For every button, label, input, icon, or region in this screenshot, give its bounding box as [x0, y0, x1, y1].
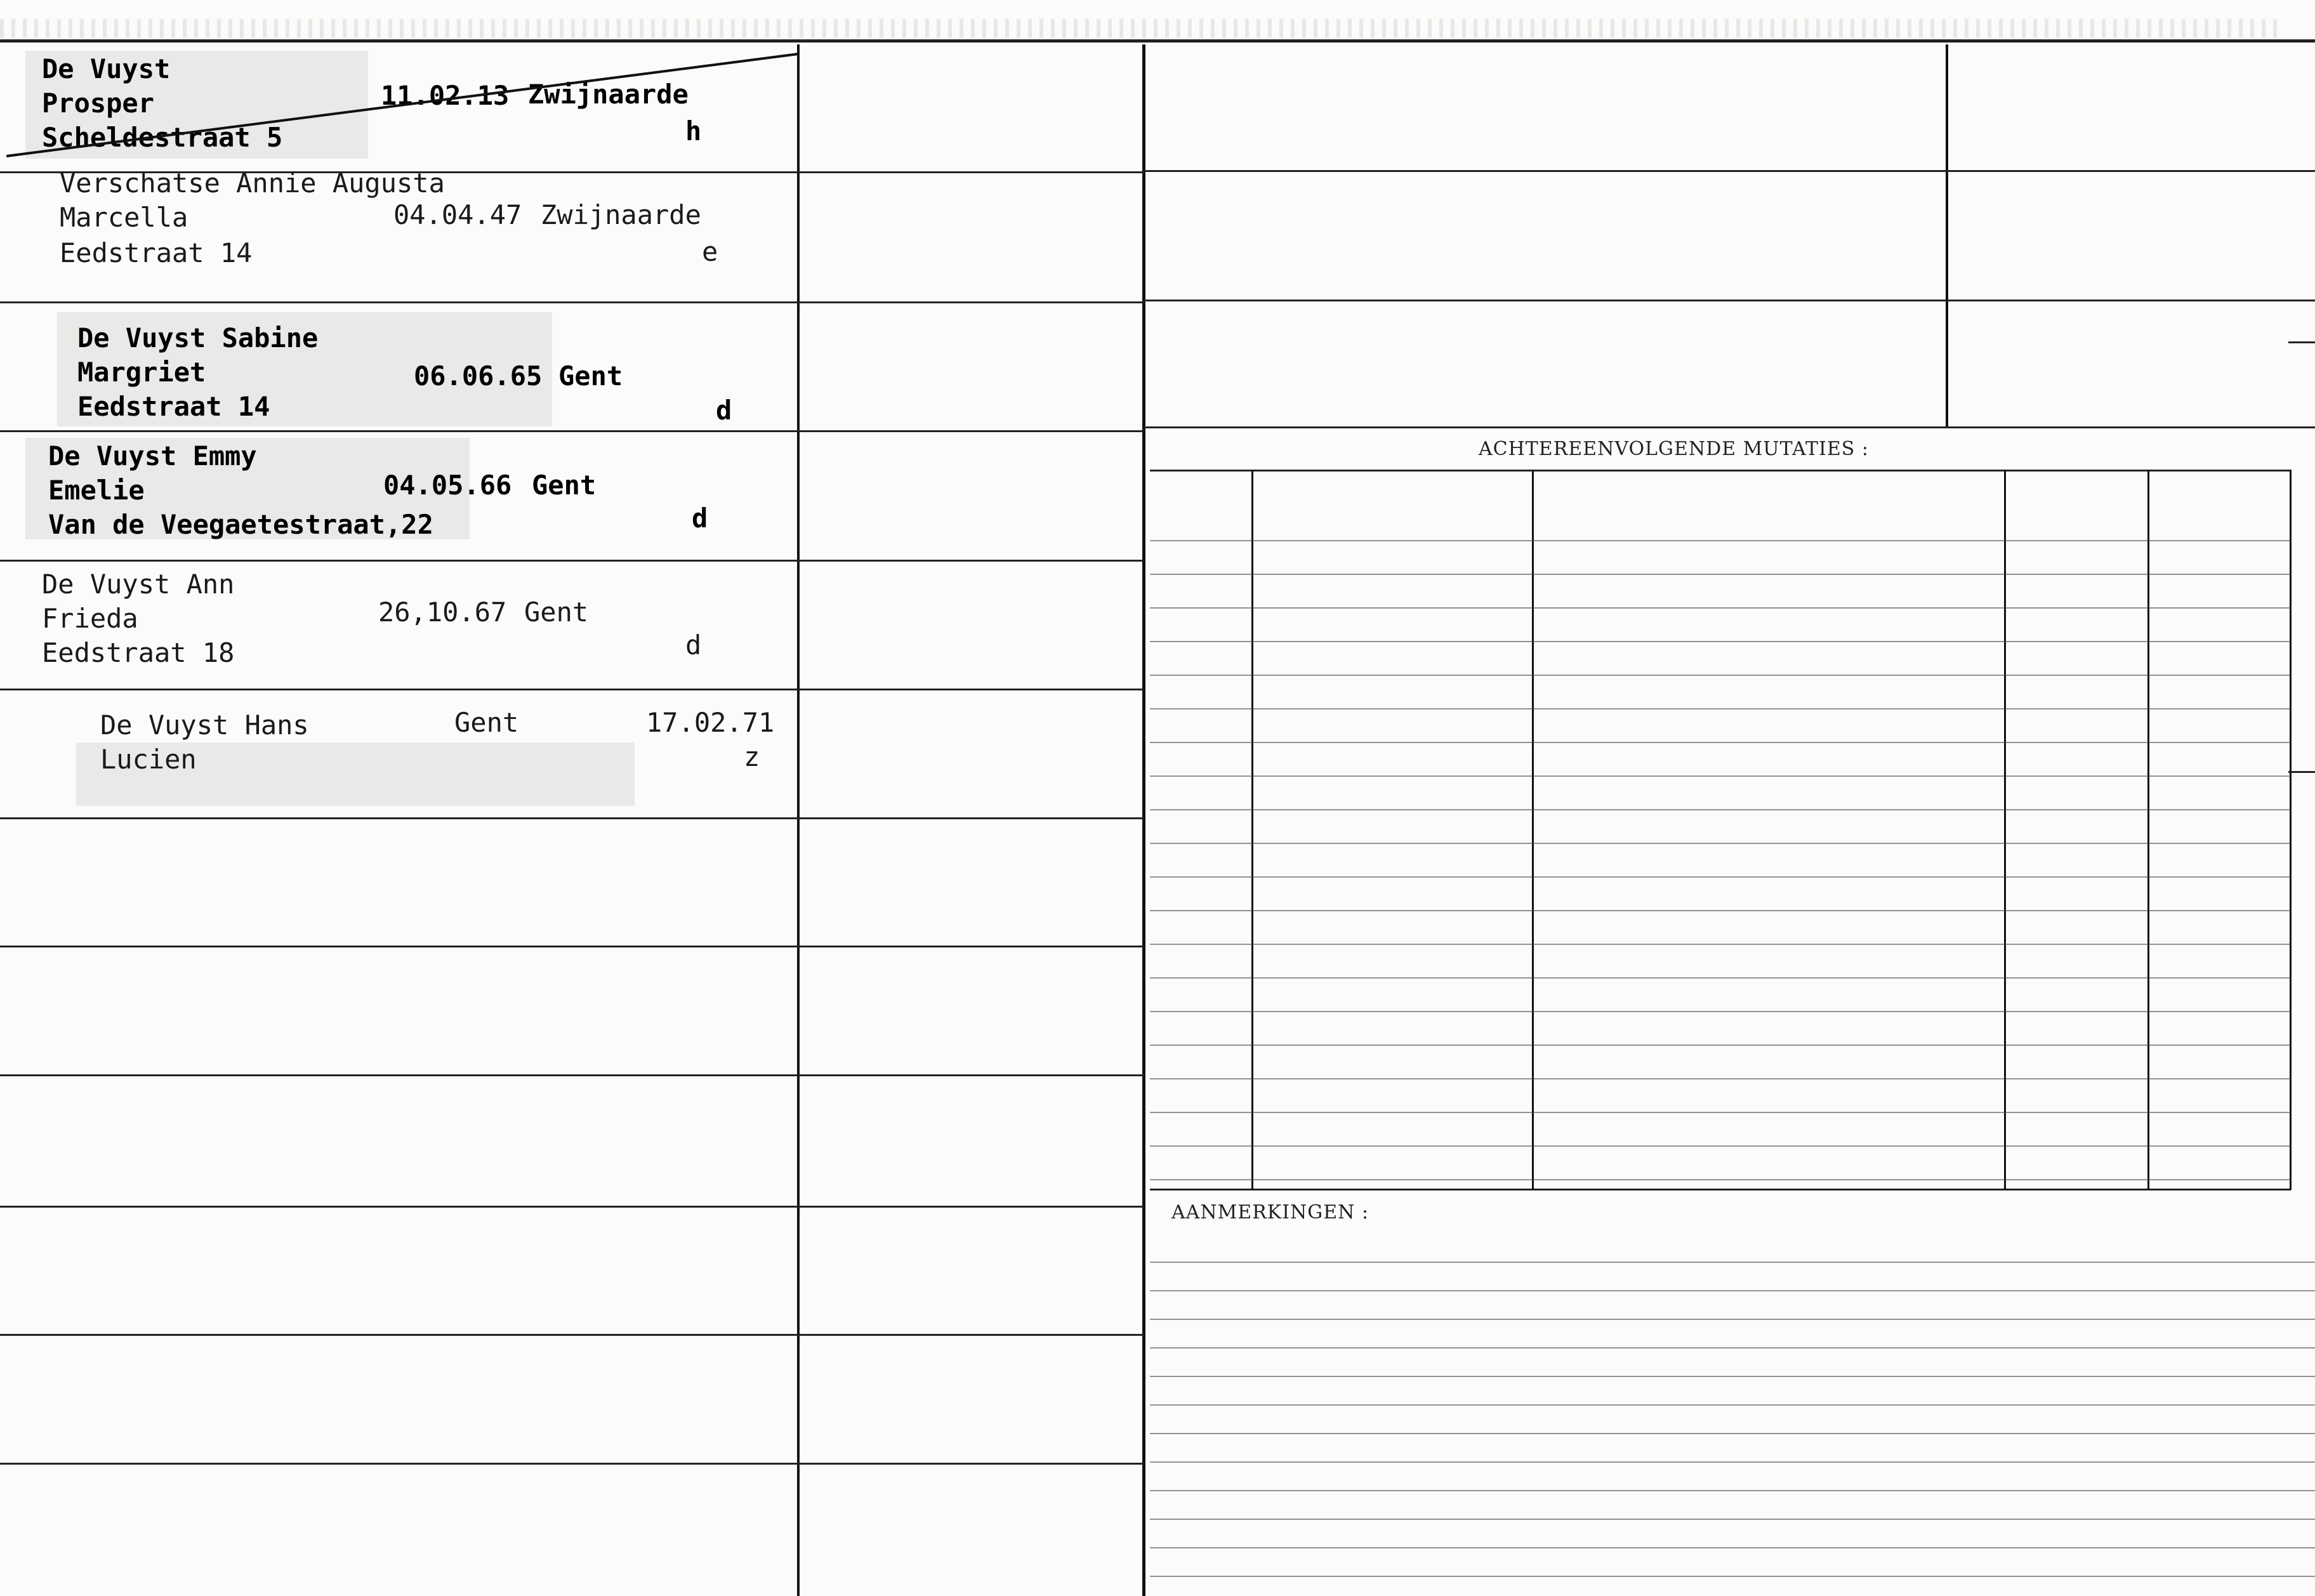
entry-1-birth-place: Zwijnaarde [528, 79, 689, 110]
remarks-ruled-lines [1150, 1234, 2315, 1596]
row-separator [0, 560, 798, 562]
entry-5-birth-date: 26,10.67 [378, 597, 507, 628]
mutations-ruled-lines [1150, 508, 2291, 1180]
entry-5-code: d [685, 630, 702, 661]
mutations-heading: ACHTEREENVOLGENDE MUTATIES : [1479, 438, 1869, 460]
middle-row-separator [798, 689, 1144, 690]
row-separator [0, 1074, 798, 1076]
entry-6-surname: De Vuyst Hans [100, 709, 309, 741]
entry-1-street: Scheldestraat 5 [42, 122, 283, 153]
entry-5-firstname: Frieda [42, 603, 138, 634]
entry-5-street: Eedstraat 18 [42, 637, 235, 668]
entry-4-birth-place: Gent [532, 470, 597, 501]
entry-3-birth-place: Gent [558, 360, 623, 392]
row-separator [0, 946, 798, 947]
entry-3-firstname: Margriet [77, 357, 206, 388]
entry-2-street: Eedstraat 14 [60, 237, 253, 268]
mutations-table-bottom [1150, 1189, 2291, 1190]
middle-row-separator [798, 301, 1144, 303]
scan-noise-top [0, 19, 2285, 38]
right-top-divider [1946, 44, 1948, 426]
row-separator [0, 1334, 798, 1336]
remarks-heading: AANMERKINGEN : [1171, 1201, 1369, 1223]
middle-row-separator [798, 946, 1144, 947]
entry-4-street: Van de Veegaetestraat,22 [48, 509, 433, 540]
entry-1-code: h [685, 115, 702, 147]
entry-2-birth-date: 04.04.47 [393, 199, 522, 230]
row-separator [0, 1206, 798, 1208]
row-separator [0, 430, 798, 432]
entry-1-firstname: Prosper [42, 88, 155, 119]
middle-row-separator [798, 817, 1144, 819]
row-separator [0, 689, 798, 690]
entry-3-street: Eedstraat 14 [77, 391, 270, 422]
entry-2-surname: Verschatse Annie Augusta [60, 168, 445, 199]
middle-row-separator [798, 1463, 1144, 1465]
entry-4-surname: De Vuyst Emmy [48, 440, 257, 472]
middle-row-separator [798, 171, 1144, 173]
entry-2-birth-place: Zwijnaarde [541, 199, 701, 230]
left-column-divider [797, 44, 800, 1596]
entry-1-surname: De Vuyst [42, 53, 171, 84]
mutations-table-top [1150, 470, 2291, 472]
edge-mark [2288, 341, 2315, 343]
entry-3-birth-date: 06.06.65 [414, 360, 543, 392]
entry-5-birth-place: Gent [524, 597, 589, 628]
right-box-separator [1144, 170, 2315, 172]
entry-4-birth-date: 04.05.66 [383, 470, 512, 501]
edge-mark [2288, 771, 2315, 773]
entry-1-birth-date: 11.02.13 [381, 80, 510, 111]
top-border-line [0, 39, 2315, 43]
middle-column-divider [1142, 44, 1145, 1596]
entry-6-code: z [744, 741, 760, 772]
middle-row-separator [798, 1206, 1144, 1208]
middle-row-separator [798, 430, 1144, 432]
entry-6-birth-place: Gent [454, 707, 519, 738]
row-separator [0, 817, 798, 819]
middle-row-separator [798, 560, 1144, 562]
right-box-separator [1144, 426, 2315, 428]
right-box-separator [1144, 300, 2315, 301]
entry-2-code: e [702, 236, 718, 267]
entry-4-code: d [692, 503, 708, 534]
row-separator [0, 301, 798, 303]
entry-3-surname: De Vuyst Sabine [77, 322, 319, 353]
entry-3-code: d [716, 395, 732, 426]
entry-2-firstname: Marcella [60, 202, 188, 233]
entry-5-surname: De Vuyst Ann [42, 569, 235, 600]
entry-6-birth-date: 17.02.71 [646, 707, 775, 738]
middle-row-separator [798, 1334, 1144, 1336]
entry-4-firstname: Emelie [48, 475, 145, 506]
row-separator [0, 1463, 798, 1465]
middle-row-separator [798, 1074, 1144, 1076]
entry-6-firstname: Lucien [100, 744, 197, 775]
